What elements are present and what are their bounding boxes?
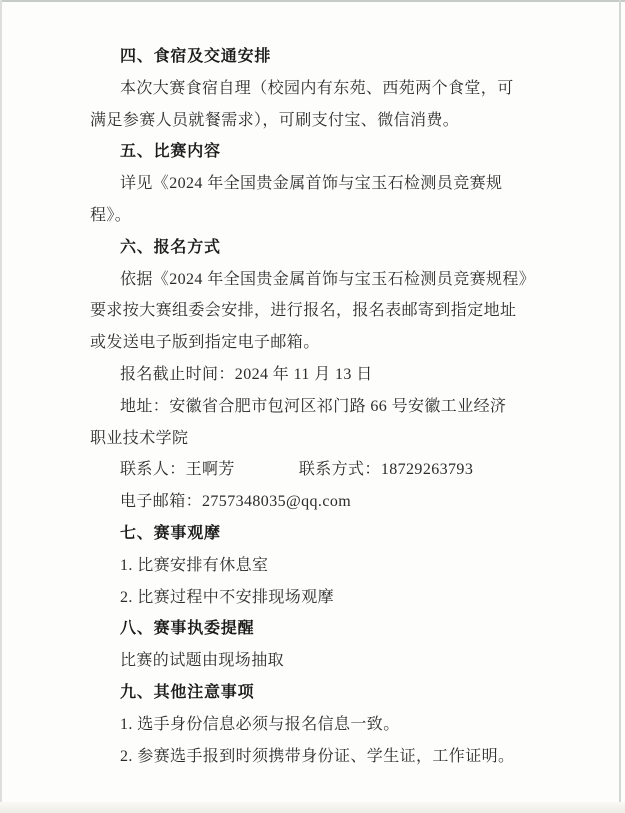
list-item: 2. 参赛选手报到时须携带身份证、学生证，工作证明。 <box>120 747 515 765</box>
section-heading: 七、赛事观摩 <box>120 524 221 542</box>
section-competition-content <box>90 136 575 231</box>
text-line: 本次大赛食宿自理（校园内有东苑、西苑两个食堂，可 <box>120 79 514 97</box>
section-other-notes <box>90 677 575 772</box>
contact-email: 电子邮箱：2757348035@qq.com <box>120 493 352 511</box>
section-heading: 八、赛事执委提醒 <box>120 620 255 638</box>
section-food-lodging <box>90 41 575 136</box>
section-committee-reminder <box>90 613 575 677</box>
section-heading: 五、比赛内容 <box>120 143 221 161</box>
list-item: 1. 比赛安排有休息室 <box>120 556 269 574</box>
text-line: 满足参赛人员就餐需求），可刷支付宝、微信消费。 <box>90 111 460 129</box>
contact-line <box>90 454 575 486</box>
contact-phone: 联系方式：18729263793 <box>298 461 474 479</box>
scan-edge-bottom <box>0 802 625 813</box>
section-observation <box>90 518 575 613</box>
scan-edge-left <box>0 0 2 813</box>
address-line: 地址：安徽省合肥市包河区祁门路 66 号安徽工业经济 <box>120 397 507 415</box>
document-text-block <box>90 41 575 772</box>
section-heading: 四、食宿及交通安排 <box>120 48 272 65</box>
text-line: 或发送电子版到指定电子邮箱。 <box>90 334 320 352</box>
list-item: 1. 选手身份信息必须与报名信息一致。 <box>120 715 400 733</box>
text-line: 比赛的试题由现场抽取 <box>120 652 285 670</box>
section-registration <box>90 232 575 518</box>
text-line: 依据《2024 年全国贵金属首饰与宝玉石检测员竞赛规程》 <box>120 270 536 288</box>
scan-edge-top <box>0 0 625 2</box>
section-heading: 六、报名方式 <box>120 238 221 256</box>
text-line: 要求按大赛组委会安排，进行报名，报名表邮寄到指定地址 <box>90 302 517 320</box>
address-line-continued: 职业技术学院 <box>90 429 189 447</box>
text-line: 详见《2024 年全国贵金属首饰与宝玉石检测员竞赛规 <box>120 175 503 193</box>
text-line: 程》。 <box>90 206 132 224</box>
scan-edge-right <box>619 0 621 813</box>
registration-deadline: 报名截止时间：2024 年 11 月 13 日 <box>120 365 373 383</box>
contact-name: 联系人：王啊芳 <box>120 461 235 479</box>
list-item: 2. 比赛过程中不安排现场观摩 <box>120 588 335 606</box>
section-heading: 九、其他注意事项 <box>120 683 255 701</box>
